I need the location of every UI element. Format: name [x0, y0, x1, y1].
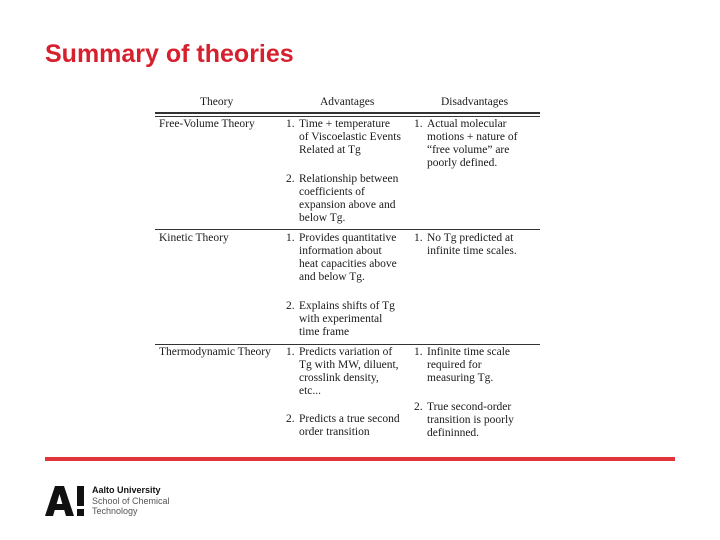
disadvantage-item: 1. Actual molecular motions + nature of “free volume” are poorly defined. — [414, 118, 518, 169]
advantage-item: 2. Explains shifts of Tg with experimental time frame — [286, 300, 395, 338]
header-disadvantages: Disadvantages — [441, 96, 509, 108]
advantage-item: 1. Predicts variation of Tg with MW, diluent, crosslink density, etc... — [286, 346, 399, 397]
header-rule-thin — [155, 116, 540, 117]
disadvantage-item: 2. True second-order transition is poorly defininned. — [414, 401, 514, 439]
disadvantage-item: 1. Infinite time scale required for measuring Tg. — [414, 346, 511, 384]
advantage-item: 2. Relationship between coefficients of expansion above and below Tg. — [286, 173, 399, 224]
header-rule — [155, 112, 540, 114]
aalto-a-logo-icon — [45, 486, 85, 516]
aalto-logo — [45, 485, 170, 517]
theory-table — [155, 92, 540, 442]
row-divider — [155, 344, 540, 345]
theory-thermodynamic: Thermodynamic Theory — [159, 346, 271, 358]
header-theory: Theory — [200, 96, 234, 108]
footer-divider — [45, 457, 675, 461]
theory-kinetic: Kinetic Theory — [159, 232, 229, 244]
disadvantage-item: 1. No Tg predicted at infinite time scales. — [414, 232, 517, 257]
header-advantages: Advantages — [320, 96, 375, 108]
row-divider — [155, 229, 540, 230]
advantage-item: 2. Predicts a true second order transition — [286, 413, 400, 438]
slide-title: Summary of theories — [45, 40, 294, 68]
logo-text: Aalto University School of Chemical Technology — [92, 485, 170, 516]
advantage-item: 1. Time + temperature of Viscoelastic Events Related at Tg — [286, 118, 401, 156]
theory-free-volume: Free-Volume Theory — [159, 118, 255, 130]
advantage-item: 1. Provides quantitative information about heat capacities above and below Tg. — [286, 232, 397, 283]
